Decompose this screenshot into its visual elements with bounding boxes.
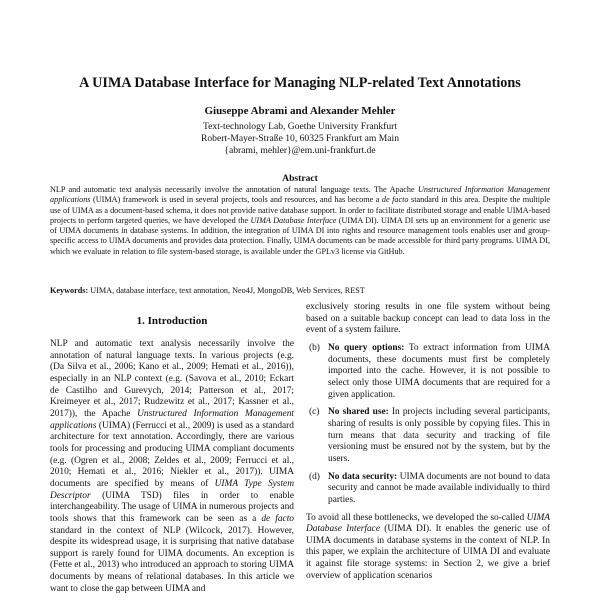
bottleneck-list (306, 343, 550, 507)
intro-run: (UIMA) (Ferrucci et al., 2009) is used as a standard architecture for text annotation. Accordingly, there are various tools for processing and producing UIMA compliant documents (e.g. (Ogren et al., 2008; Zeldes et al., 2009; Ferrucci et al., 2010; Hemati et al., 2016; Niekler et al., 2017)). UIMA documents are specified by means of (50, 420, 294, 489)
bottleneck-item (306, 472, 550, 507)
abstract-run: (UIMA DI). UIMA DI sets up an environment for a generic use of UIMA documents in database systems. In addition, the integration of UIMA DI into rights and resource management tools enables user and group-specific access to UIMA documents and provides data protection. Finally, UIMA documents can be made accessible for third party programs. UIMA DI, which we evaluate in relation to file system-based storage, is available under the GPLv3 license via GitHub. (50, 215, 550, 256)
item-text: To extract information from UIMA documents, these documents must first be completely imported into the cache. However, it is not possible to select only those UIMA documents that are required for a given application. (328, 342, 550, 400)
intro-run: (UIMA TSD) files in order to enable interchangeability. The usage of UIMA in numerous projects and tools shows that this framework can be seen as a (50, 490, 294, 524)
closing-run: UIMA Database Interface (306, 512, 550, 535)
abstract-run: standard in this area. Despite the multiple use of UIMA as a document-based schema, it does not provide native database support. In order to facilitate distributed storage and enable UIMA-based projects to perform targeted queries, we have developed the (50, 195, 550, 225)
intro-run: standard in the context of NLP (Wilcock, 2017). However, despite its widespread usage, it is surprising that native database support is rarely found for UIMA documents. An exception is (Fette et al., 2013) who introduced an approach to storing UIMA documents by means of relational databases. In this article we want to close the gap between UIMA and (50, 525, 294, 594)
intro-run: de facto (261, 513, 294, 524)
abstract-run: de facto (381, 195, 409, 205)
keywords-label: Keywords: (50, 286, 89, 295)
keywords-line (50, 286, 550, 295)
affiliation-line-1: Text-technology Lab, Goethe University Frankfurt (202, 121, 398, 132)
abstract-run: UIMA Database Interface (250, 215, 337, 225)
item-marker: (d) (309, 471, 320, 482)
item-marker: (b) (309, 342, 320, 353)
abstract-body (50, 185, 550, 257)
abstract-run: (UIMA) framework is used in several projects, tools and resources, and has become a (90, 195, 382, 205)
item-lead: No query options: (328, 342, 405, 353)
intro-run: Unstructured Information Management applications (50, 408, 294, 431)
item-text: UIMA documents are not bound to data security and cannot be made available individually to third parties. (328, 471, 550, 505)
abstract-run: NLP and automatic text analysis necessarily involve the annotation of natural language texts. The Apache (50, 185, 418, 194)
right-column-text (306, 302, 550, 588)
intro-paragraph (50, 339, 294, 595)
item-text: In projects including several participants, sharing of results is only possible by copying files. This in turn means that data security and tracking of file versioning must be ensured not by the system, but by the users. (328, 407, 550, 464)
abstract-run: Unstructured Information Management applications (50, 185, 550, 205)
intro-run: UIMA Type System Descriptor (50, 478, 294, 501)
right-column-intro: exclusively storing results in one file system without being based on a suitable backup concept can lead to data loss in the event of a system failure. (306, 302, 550, 336)
section-heading-introduction: 1. Introduction (136, 315, 208, 327)
bottleneck-item (306, 407, 550, 465)
right-column-closing (306, 513, 550, 583)
item-lead: No shared use: (328, 407, 389, 418)
closing-run: To avoid all these bottlenecks, we developed the so-called (306, 512, 527, 523)
bottleneck-item (306, 343, 550, 401)
item-marker: (c) (309, 407, 320, 418)
author-names: Giuseppe Abrami and Alexander Mehler (204, 105, 396, 117)
paper-title: A UIMA Database Interface for Managing NLP-related Text Annotations (79, 75, 521, 91)
abstract-heading: Abstract (282, 173, 318, 184)
author-emails: {abrami, mehler}@em.uni-frankfurt.de (224, 145, 376, 156)
affiliation-line-2: Robert-Mayer-Straße 10, 60325 Frankfurt am Main (200, 133, 400, 144)
intro-run: NLP and automatic text analysis necessarily involve the annotation of natural language texts. In various projects (e.g. (Da Silva et al., 2006; Kano et al., 2009; Hemati et al., 2016)), especially in an NLP context (e.g. (Savova et al., 2010; Eckart de Castilho and Gurevych, 2014; Patterson et al., 2017; Kreimeyer et al., 2017; Rudzewitz et al., 2017; Kassner et al., 2017)), the Apache (50, 339, 294, 419)
keywords-list: UIMA, database interface, text annotation, Neo4J, MongoDB, Web Services, REST (88, 286, 365, 295)
closing-run: (UIMA DI). It enables the generic use of UIMA documents in database systems in the context of NLP. In this paper, we explain the architecture of UIMA DI and evaluate it against file storage systems: in Section 2, we give a brief overview of application scenarios (306, 524, 550, 581)
left-column-text (50, 339, 294, 601)
item-lead: No data security: (328, 471, 398, 482)
